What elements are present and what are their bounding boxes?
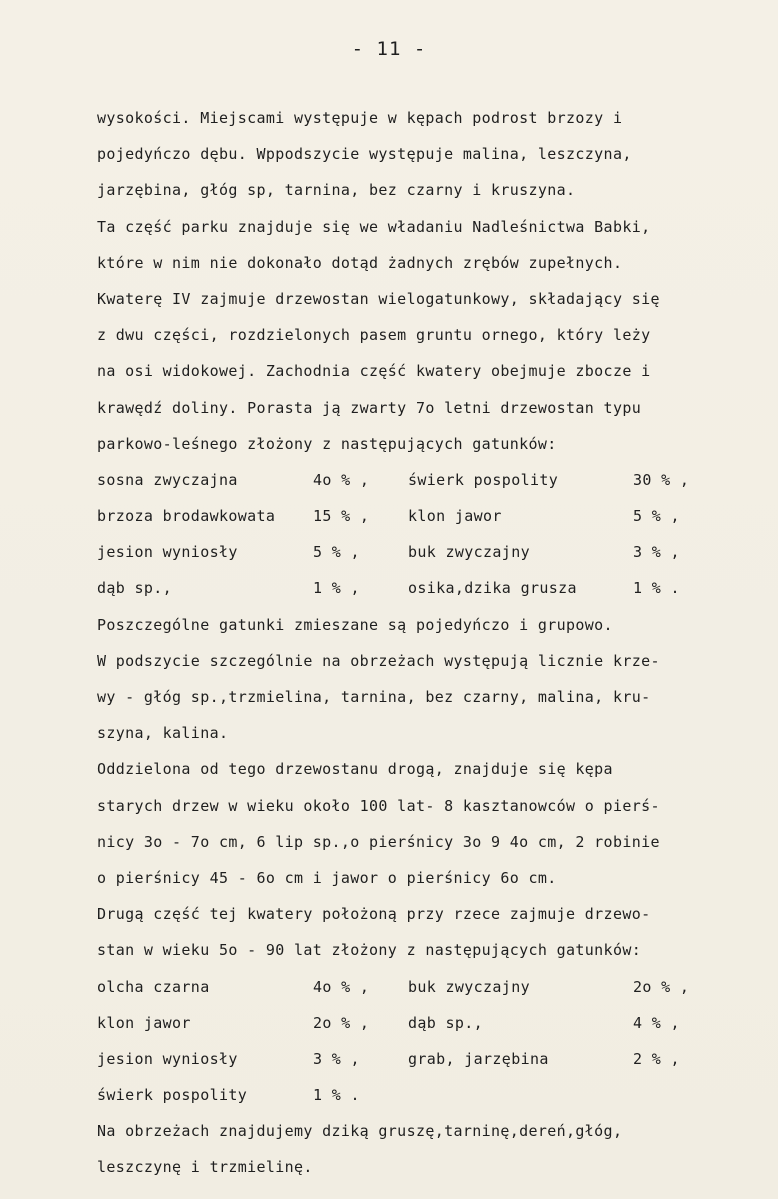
species-name: jesion wyniosły — [97, 1049, 238, 1068]
species-table-1 — [97, 462, 757, 607]
species-name: osika,dzika grusza — [408, 579, 577, 598]
species-share: 2 % , — [633, 1049, 680, 1068]
text-line: które w nim nie dokonało dotąd żadnych zrębów zupełnych. — [97, 253, 623, 272]
species-name — [408, 1077, 633, 1113]
body-text — [97, 100, 757, 1186]
text-line: krawędź doliny. Porasta ją zwarty 7o letni drzewostan typu — [97, 398, 642, 417]
species-name: jesion wyniosły — [97, 543, 238, 562]
table-row — [97, 498, 757, 534]
table-row — [97, 1005, 757, 1041]
paragraph-1 — [97, 100, 757, 462]
text-line: nicy 3o - 7o cm, 6 lip sp.,o pierśnicy 3o 9 4o cm, 2 robinie — [97, 832, 660, 851]
table-row — [97, 1041, 757, 1077]
species-name: klon jawor — [97, 1013, 191, 1032]
text-line: jarzębina, głóg sp, tarnina, bez czarny i kruszyna. — [97, 181, 576, 200]
species-name: buk zwyczajny — [408, 543, 530, 562]
species-name: olcha czarna — [97, 977, 210, 996]
species-share: 15 % , — [313, 507, 370, 526]
species-share: 4 % , — [633, 1013, 680, 1032]
paragraph-3 — [97, 1113, 757, 1185]
species-name: dąb sp., — [408, 1013, 484, 1032]
text-line: Oddzielona od tego drzewostanu drogą, znajduje się kępa — [97, 760, 613, 779]
species-name: świerk pospolity — [97, 1086, 248, 1105]
species-share: 5 % , — [633, 507, 680, 526]
text-line: parkowo-leśnego złożony z następujących gatunków: — [97, 434, 557, 453]
species-share: 3 % , — [633, 543, 680, 562]
species-name: brzoza brodawkowata — [97, 507, 276, 526]
text-line: Na obrzeżach znajdujemy dziką gruszę,tarninę,dereń,głóg, — [97, 1122, 623, 1141]
table-row — [97, 969, 757, 1005]
species-share: 4o % , — [313, 470, 370, 489]
text-line: leszczynę i trzmielinę. — [97, 1158, 313, 1177]
species-name: buk zwyczajny — [408, 977, 530, 996]
text-line: wy - głóg sp.,trzmielina, tarnina, bez czarny, malina, kru- — [97, 688, 651, 706]
species-share: 2o % , — [633, 977, 690, 996]
text-line: wysokości. Miejscami występuje w kępach podrost brzozy i — [97, 109, 623, 127]
text-line: starych drzew w wieku około 100 lat- 8 kasztanowców o pierś- — [97, 796, 660, 815]
species-share: 2o % , — [313, 1013, 370, 1032]
text-line: Kwaterę IV zajmuje drzewostan wielogatunkowy, składający się — [97, 289, 660, 308]
species-table-2 — [97, 969, 757, 1114]
species-name: klon jawor — [408, 507, 502, 526]
text-line: szyna, kalina. — [97, 724, 229, 743]
species-share: 1 % . — [313, 1086, 360, 1105]
text-line: Poszczególne gatunki zmieszane są pojedyńczo i grupowo. — [97, 615, 613, 634]
paragraph-2 — [97, 607, 757, 969]
text-line: W podszycie szczególnie na obrzeżach występują licznie krze- — [97, 651, 660, 670]
species-name: sosna zwyczajna — [97, 470, 238, 489]
table-row — [97, 462, 757, 498]
text-line: pojedyńczo dębu. Wppodszycie występuje malina, leszczyna, — [97, 145, 632, 164]
text-line: Ta część parku znajduje się we władaniu Nadleśnictwa Babki, — [97, 217, 651, 236]
page-number: - 11 - — [351, 38, 427, 60]
species-share: 30 % , — [633, 470, 690, 489]
table-row — [97, 570, 757, 606]
species-share: 1 % , — [313, 579, 360, 598]
text-line: Drugą część tej kwatery położoną przy rzece zajmuje drzewo- — [97, 905, 651, 924]
species-name: dąb sp., — [97, 579, 173, 598]
table-row — [97, 534, 757, 570]
species-share: 5 % , — [313, 543, 360, 562]
species-name: świerk pospolity — [408, 470, 559, 489]
text-line: o pierśnicy 45 - 6o cm i jawor o pierśnicy 6o cm. — [97, 868, 557, 887]
text-line: na osi widokowej. Zachodnia część kwatery obejmuje zbocze i — [97, 362, 651, 381]
text-line: z dwu części, rozdzielonych pasem gruntu ornego, który leży — [97, 326, 651, 345]
species-share — [633, 1077, 733, 1113]
species-name: grab, jarzębina — [408, 1049, 549, 1068]
text-line: stan w wieku 5o - 90 lat złożony z następujących gatunków: — [97, 941, 642, 960]
species-share: 1 % . — [633, 579, 680, 598]
table-row — [97, 1077, 757, 1113]
species-share: 4o % , — [313, 977, 370, 996]
species-share: 3 % , — [313, 1049, 360, 1068]
